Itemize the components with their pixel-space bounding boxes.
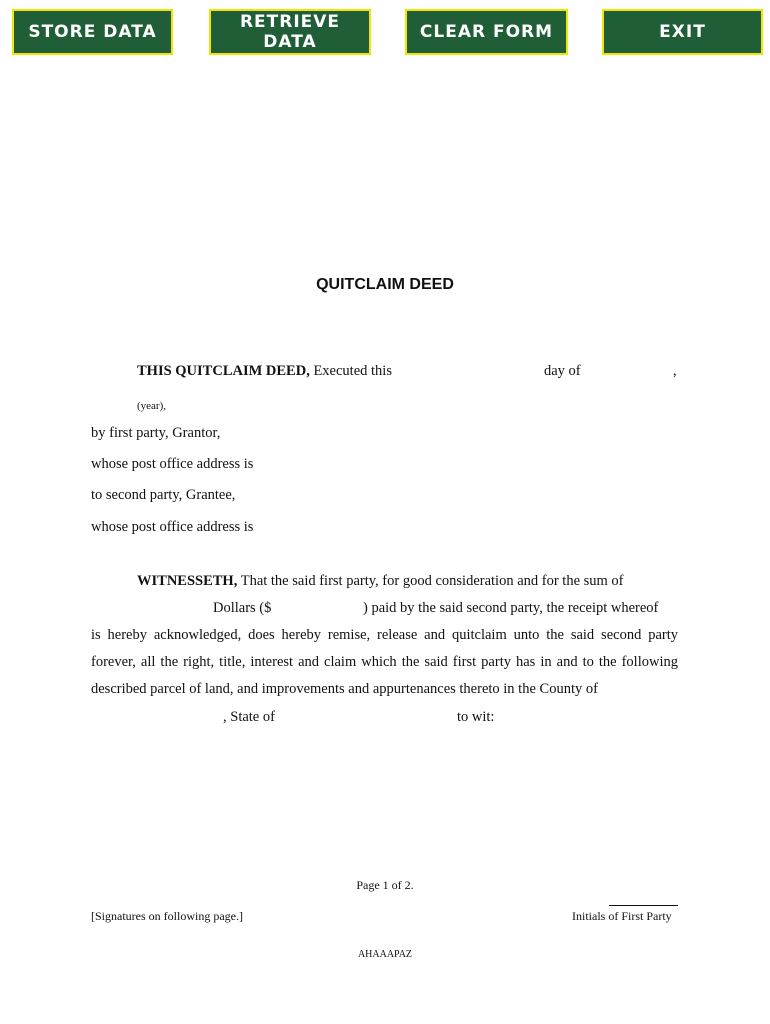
witness-bold: WITNESSETH,	[137, 573, 238, 589]
exit-button[interactable]: EXIT	[602, 9, 763, 55]
grantor-field[interactable]	[236, 425, 676, 443]
county-field-end[interactable]	[623, 681, 678, 699]
store-data-button[interactable]: STORE DATA	[12, 9, 173, 55]
year-label: (year),	[137, 400, 167, 412]
comma-text: ,	[673, 363, 677, 379]
state-field[interactable]	[284, 709, 449, 727]
grantee-address-field[interactable]	[266, 519, 676, 537]
page-number: Page 1 of 2.	[356, 878, 414, 892]
parcel-line: described parcel of land, and improvements and appurtenances thereto in the County of	[91, 681, 598, 697]
to-wit-text: to wit:	[457, 709, 495, 725]
retrieve-data-button[interactable]: RETRIEVE DATA	[209, 9, 371, 55]
forever-line: forever, all the right, title, interest and claim which the said first party has in and to the following	[91, 654, 678, 670]
intro-line	[137, 363, 392, 380]
document-code: AHAAAPAZ	[357, 949, 413, 960]
grantee-field[interactable]	[248, 487, 676, 505]
initials-label: Initials of First Party	[572, 909, 672, 923]
paid-text: ) paid by the said second party, the receipt whereof	[363, 600, 659, 616]
state-of-text: , State of	[223, 709, 275, 725]
initials-line	[609, 905, 678, 906]
day-field[interactable]	[408, 363, 538, 381]
signatures-note: [Signatures on following page.]	[91, 909, 243, 923]
amount-words-field[interactable]	[91, 600, 209, 618]
grantor-address-field[interactable]	[266, 456, 676, 474]
intro-bold: THIS QUITCLAIM DEED,	[137, 363, 310, 379]
grantor-address-label: whose post office address is	[91, 456, 254, 472]
grantee-address-label: whose post office address is	[91, 519, 254, 535]
grantee-label: to second party, Grantee,	[91, 487, 236, 503]
clear-form-button[interactable]: CLEAR FORM	[405, 9, 568, 55]
dollars-text: Dollars ($	[213, 600, 272, 616]
legal-description-field[interactable]	[91, 736, 678, 860]
county-field[interactable]	[91, 709, 219, 727]
witness-line	[137, 573, 624, 590]
witness-text: That the said first party, for good consideration and for the sum of	[237, 573, 624, 589]
executed-this-text: Executed this	[309, 363, 392, 379]
amount-number-field[interactable]	[291, 600, 359, 618]
page-title: QUITCLAIM DEED	[316, 276, 454, 293]
year-field[interactable]	[175, 396, 375, 414]
day-of-text: day of	[544, 363, 581, 379]
remise-line: is hereby acknowledged, does hereby remise, release and quitclaim unto the said second party	[91, 627, 678, 643]
grantor-label: by first party, Grantor,	[91, 425, 221, 441]
month-field[interactable]	[588, 363, 668, 381]
